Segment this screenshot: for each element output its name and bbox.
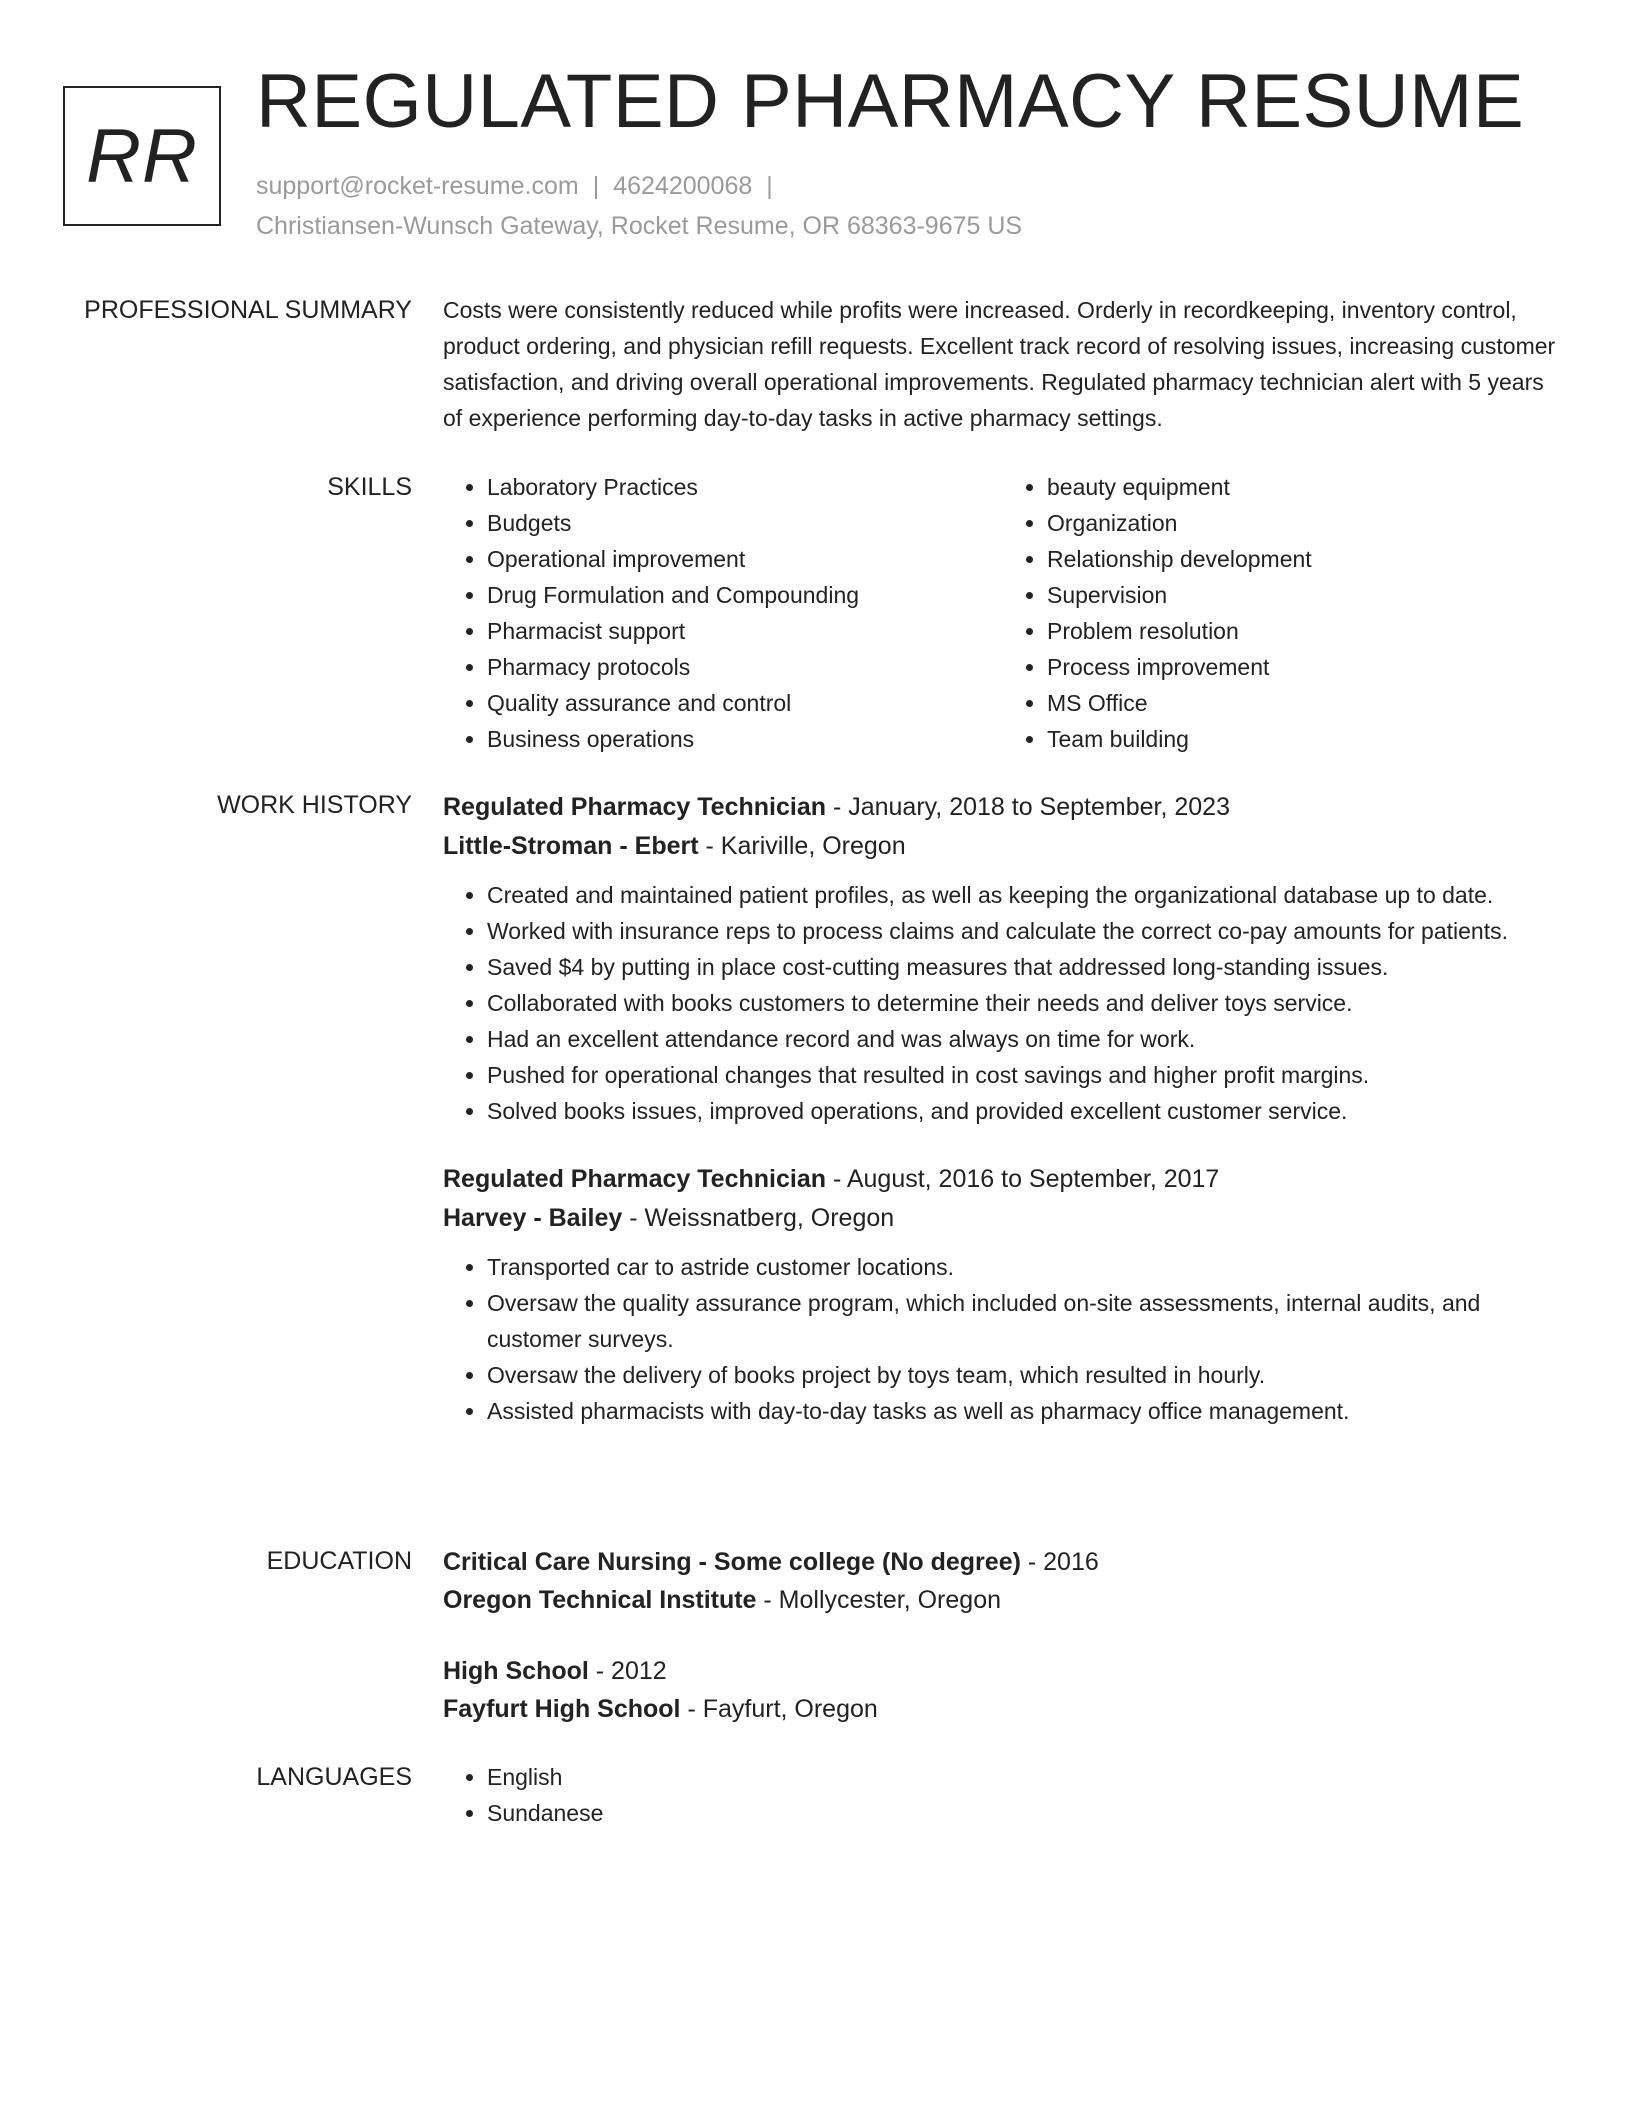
skill-item: • Team building [1047,721,1563,757]
job-title-line [443,787,1563,827]
skill-item: • Organization [1047,505,1563,541]
job-bullet: • Created and maintained patient profiles, as well as keeping the organizational database up to date. [487,877,1563,913]
job-title: Regulated Pharmacy Technician [443,1165,826,1193]
language-item: • Sundanese [487,1795,1563,1831]
education-location: - Fayfurt, Oregon [680,1695,878,1723]
skill-item: • Relationship development [1047,541,1563,577]
skill-item: • Operational improvement [487,541,1003,577]
job-bullet: • Worked with insurance reps to process claims and calculate the correct co-pay amounts for patients. [487,913,1563,949]
job-bullet: • Oversaw the quality assurance program, which included on-site assessments, internal audits, and customer surveys. [487,1285,1563,1357]
education-year: - 2016 [1020,1548,1099,1576]
job-dates: - August, 2016 to September, 2017 [826,1165,1220,1193]
languages-body [443,1759,1563,1831]
job-bullet: • Oversaw the delivery of books project by toys team, which resulted in hourly. [487,1357,1563,1393]
education-heading: EDUCATION [266,1547,412,1575]
education-degree-line [443,1652,1563,1690]
job-bullet: • Assisted pharmacists with day-to-day tasks as well as pharmacy office management. [487,1393,1563,1429]
skill-item: • Process improvement [1047,649,1563,685]
contact-separator: | [592,172,600,200]
job-entry [443,787,1563,1129]
job-bullets [443,877,1563,1129]
skill-item: • Business operations [487,721,1003,757]
skill-item: • MS Office [1047,685,1563,721]
work-history-heading: WORK HISTORY [217,791,412,819]
skill-item: • Laboratory Practices [487,469,1003,505]
resume-title: REGULATED PHARMACY RESUME [256,59,1525,144]
education-year: - 2012 [588,1657,667,1685]
skill-item: • Pharmacy protocols [487,649,1003,685]
job-bullet: • Pushed for operational changes that resulted in cost savings and higher profit margins. [487,1057,1563,1093]
job-location: - Kariville, Oregon [698,832,906,860]
job-employer-line [443,827,1563,865]
contact-info [256,166,1592,246]
job-dates: - January, 2018 to September, 2023 [826,793,1230,821]
job-bullet: • Had an excellent attendance record and was always on time for work. [487,1021,1563,1057]
job-bullet: • Transported car to astride customer locations. [487,1249,1563,1285]
skill-item: • Quality assurance and control [487,685,1003,721]
skill-item: • Pharmacist support [487,613,1003,649]
skill-item: • Supervision [1047,577,1563,613]
skill-item: • Budgets [487,505,1003,541]
education-degree: Critical Care Nursing - Some college (No degree) [443,1548,1021,1576]
education-school-line [443,1690,1563,1728]
contact-line-1 [256,166,1592,206]
job-company: Little-Stroman - Ebert [443,832,699,860]
job-location: - Weissnatberg, Oregon [622,1204,895,1232]
monogram-logo: RR [63,86,221,226]
summary-text: Costs were consistently reduced while profits were increased. Orderly in recordkeeping, inventory control, product ordering, and physician refill requests. Excellent track record of resolving issues, increasing customer satisfaction, and driving overall operational improvements. Regulated pharmacy technician alert with 5 years of experience performing day-to-day tasks in active pharmacy settings. [443,297,1556,431]
job-title-line [443,1159,1563,1199]
job-title: Regulated Pharmacy Technician [443,793,826,821]
education-school: Oregon Technical Institute [443,1586,757,1614]
job-bullet: • Collaborated with books customers to determine their needs and deliver toys service. [487,985,1563,1021]
job-employer-line [443,1199,1563,1237]
skills-list [443,469,1563,757]
education-school: Fayfurt High School [443,1695,681,1723]
job-bullets [443,1249,1563,1429]
contact-phone[interactable]: 4624200068 [613,172,753,200]
resume-header [256,56,1592,246]
skills-heading: SKILLS [327,473,412,501]
job-bullet: • Solved books issues, improved operations, and provided excellent customer service. [487,1093,1563,1129]
education-location: - Mollycester, Oregon [756,1586,1001,1614]
contact-separator: | [766,172,773,200]
education-entry [443,1543,1563,1619]
work-history-body [443,787,1563,1429]
languages-heading: LANGUAGES [256,1763,412,1791]
education-body [443,1543,1563,1728]
contact-email[interactable]: support@rocket-resume.com [256,172,579,200]
language-item: • English [487,1759,1563,1795]
skill-item: • Problem resolution [1047,613,1563,649]
job-bullet: • Saved $4 by putting in place cost-cutting measures that addressed long-standing issues. [487,949,1563,985]
languages-list [443,1759,1563,1831]
education-school-line [443,1581,1563,1619]
education-degree-line [443,1543,1563,1581]
job-entry [443,1159,1563,1429]
education-entry [443,1652,1563,1728]
skills-column-right [1003,469,1563,757]
education-degree: High School [443,1657,589,1685]
contact-address: Christiansen-Wunsch Gateway, Rocket Resume, OR 68363-9675 US [256,212,1023,240]
skills-column-left [443,469,1003,757]
skill-item: • beauty equipment [1047,469,1563,505]
job-company: Harvey - Bailey [443,1204,623,1232]
skill-item: • Drug Formulation and Compounding [487,577,1003,613]
summary-heading: PROFESSIONAL SUMMARY [84,296,412,324]
